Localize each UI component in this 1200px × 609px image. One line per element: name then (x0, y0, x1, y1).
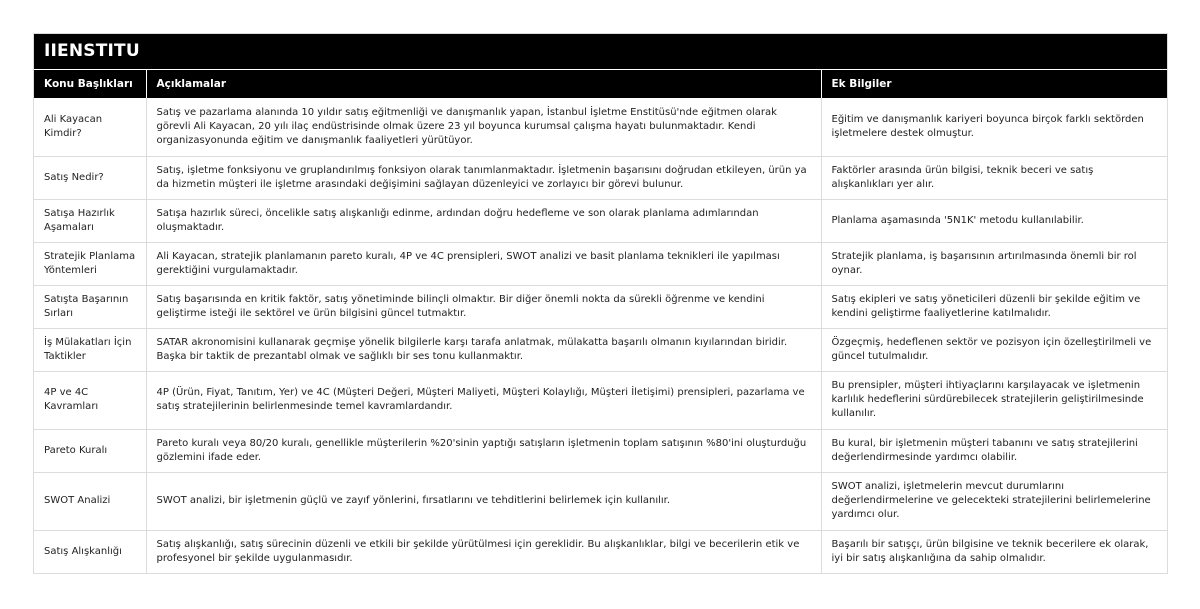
topic-cell: Stratejik Planlama Yöntemleri (34, 242, 146, 285)
description-cell: SATAR akronomisini kullanarak geçmişe yönelik bilgilerle karşı tarafa anlatmak, mülakatta başarılı olmanın kıyılarından biridir. Başka bir taktik de prezantabl olmak ve sağlıklı bir ses tonu kullanmaktır. (146, 328, 821, 371)
table-header (34, 70, 1167, 98)
brand-title: IIENSTITU (34, 34, 1167, 70)
table-row (34, 429, 1167, 472)
description-cell: Satış, işletme fonksiyonu ve gruplandırılmış fonksiyon olarak tanımlanmaktadır. İşletmenin başarısını doğrudan etkileyen, ürün ya da hizmetin müşteri ile işletme arasındaki değişimini sağlayan düzenleyici ve zorlayıcı bir görevi bulunur. (146, 156, 821, 199)
topic-cell: Satışa Hazırlık Aşamaları (34, 199, 146, 242)
topic-cell: Pareto Kuralı (34, 429, 146, 472)
table-row (34, 328, 1167, 371)
topic-cell: Satışta Başarının Sırları (34, 285, 146, 328)
description-cell: Pareto kuralı veya 80/20 kuralı, genellikle müşterilerin %20'sinin yaptığı satışların işletmenin toplam satışının %80'ini oluşturduğu gözlemini ifade eder. (146, 429, 821, 472)
topic-cell: Satış Nedir? (34, 156, 146, 199)
topic-cell: 4P ve 4C Kavramları (34, 371, 146, 429)
extra-info-cell: Stratejik planlama, iş başarısının artırılmasında önemli bir rol oynar. (821, 242, 1167, 285)
extra-info-cell: Faktörler arasında ürün bilgisi, teknik beceri ve satış alışkanlıkları yer alır. (821, 156, 1167, 199)
description-cell: SWOT analizi, bir işletmenin güçlü ve zayıf yönlerini, fırsatlarını ve tehditlerini belirlemek için kullanılır. (146, 472, 821, 530)
description-cell: Satışa hazırlık süreci, öncelikle satış alışkanlığı edinme, ardından doğru hedefleme ve son olarak planlama adımlarından oluşmaktadır. (146, 199, 821, 242)
description-cell: 4P (Ürün, Fiyat, Tanıtım, Yer) ve 4C (Müşteri Değeri, Müşteri Maliyeti, Müşteri Kolaylığı, Müşteri İletişimi) prensipleri, pazarlama ve satış stratejilerinin belirlenmesinde temel kavramlardandır. (146, 371, 821, 429)
header-extra-info: Ek Bilgiler (821, 70, 1167, 98)
extra-info-cell: Bu kural, bir işletmenin müşteri tabanını ve satış stratejilerini değerlendirmesinde yardımcı olabilir. (821, 429, 1167, 472)
topic-cell: Ali Kayacan Kimdir? (34, 98, 146, 156)
table-row (34, 285, 1167, 328)
description-cell: Satış başarısında en kritik faktör, satış yönetiminde bilinçli olmaktır. Bir diğer önemli nokta da sürekli öğrenme ve kendini geliştirme isteği ile sektörel ve ürün bilgisini güncel tutmaktır. (146, 285, 821, 328)
table-row (34, 242, 1167, 285)
description-cell: Satış alışkanlığı, satış sürecinin düzenli ve etkili bir şekilde yürütülmesi için gereklidir. Bu alışkanlıklar, bilgi ve becerilerin etik ve profesyonel bir şekilde uygulanmasıdır. (146, 530, 821, 573)
info-table-card (33, 33, 1168, 574)
table-row (34, 530, 1167, 573)
table-row (34, 98, 1167, 156)
topic-cell: SWOT Analizi (34, 472, 146, 530)
extra-info-cell: SWOT analizi, işletmelerin mevcut durumlarını değerlendirmelerine ve gelecekteki stratejilerini belirlemelerine yardımcı olur. (821, 472, 1167, 530)
description-cell: Satış ve pazarlama alanında 10 yıldır satış eğitmenliği ve danışmanlık yapan, İstanbul İşletme Enstitüsü'nde eğitmen olarak görevli Ali Kayacan, 20 yılı ilaç endüstrisinde olmak üzere 23 yıl boyunca kurumsal çalışma hayatı bulunmaktadır. Kendi organizasyonunda eğitim ve danışmanlık faaliyetleri yürütüyor. (146, 98, 821, 156)
extra-info-cell: Satış ekipleri ve satış yöneticileri düzenli bir şekilde eğitim ve kendini geliştirme faaliyetlerine katılmalıdır. (821, 285, 1167, 328)
table-body (34, 98, 1167, 573)
topic-cell: İş Mülakatları İçin Taktikler (34, 328, 146, 371)
extra-info-cell: Bu prensipler, müşteri ihtiyaçlarını karşılayacak ve işletmenin karlılık hedeflerini sürdürebilecek stratejilerin geliştirilmesinde kullanılır. (821, 371, 1167, 429)
table-row (34, 199, 1167, 242)
table-row (34, 371, 1167, 429)
topic-cell: Satış Alışkanlığı (34, 530, 146, 573)
table-row (34, 472, 1167, 530)
extra-info-cell: Planlama aşamasında '5N1K' metodu kullanılabilir. (821, 199, 1167, 242)
header-description: Açıklamalar (146, 70, 821, 98)
topics-table (34, 70, 1167, 573)
description-cell: Ali Kayacan, stratejik planlamanın pareto kuralı, 4P ve 4C prensipleri, SWOT analizi ve basit planlama teknikleri ile yapılması gerektiğini vurgulamaktadır. (146, 242, 821, 285)
header-row (34, 70, 1167, 98)
extra-info-cell: Özgeçmiş, hedeflenen sektör ve pozisyon için özelleştirilmeli ve güncel tutulmalıdır. (821, 328, 1167, 371)
header-topic: Konu Başlıkları (34, 70, 146, 98)
extra-info-cell: Başarılı bir satışçı, ürün bilgisine ve teknik becerilere ek olarak, iyi bir satış alışkanlığına da sahip olmalıdır. (831, 538, 1149, 564)
table-row (34, 156, 1167, 199)
extra-info-cell: Eğitim ve danışmanlık kariyeri boyunca birçok farklı sektörden işletmelere destek olmuştur. (821, 98, 1167, 156)
